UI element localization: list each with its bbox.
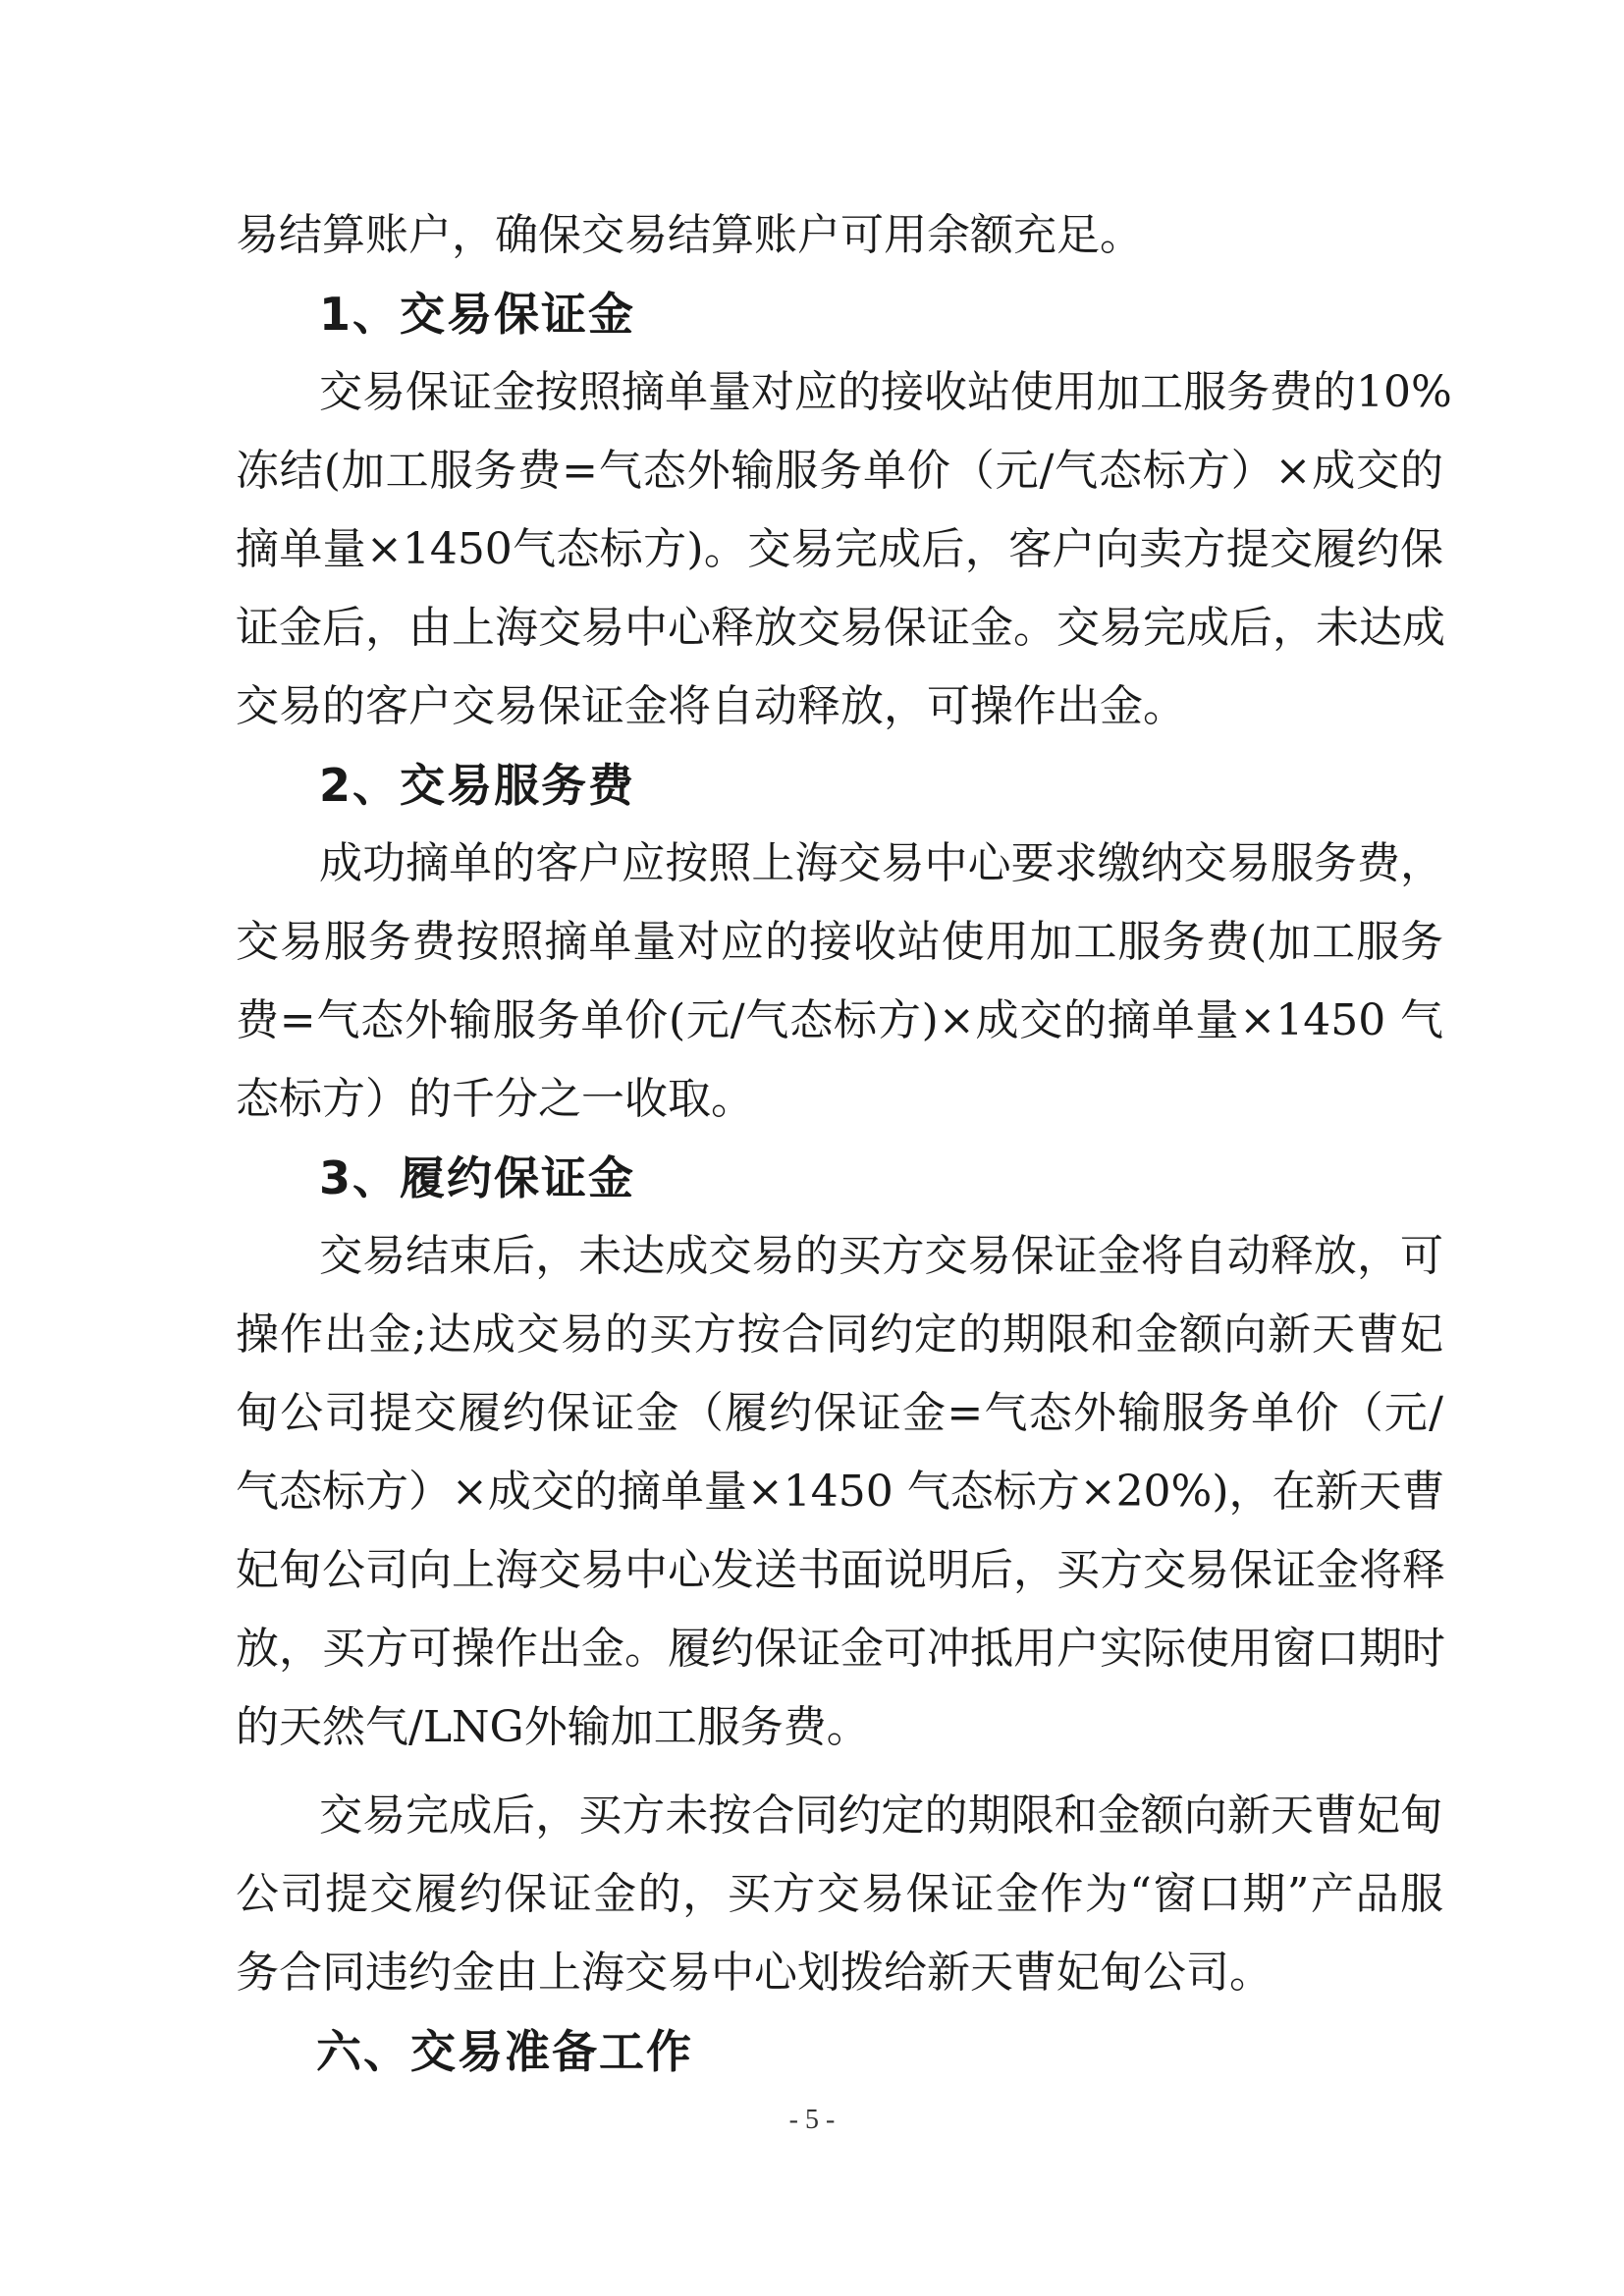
paragraph-line: 交易结束后，未达成交易的买方交易保证金将自动释放，可 [319,1231,1443,1281]
paragraph-line: 成功摘单的客户应按照上海交易中心要求缴纳交易服务费， [319,838,1443,888]
paragraph-line: 摘单量×1450气态标方)。交易完成后，客户向卖方提交履约保 [236,524,1443,574]
paragraph-line: 妃甸公司向上海交易中心发送书面说明后，买方交易保证金将释 [236,1545,1445,1595]
paragraph-line: 态标方）的千分之一收取。 [236,1074,754,1124]
paragraph-line: 放，买方可操作出金。履约保证金可冲抵用户实际使用窗口期时 [236,1624,1445,1674]
page-number: - 5 - [788,2105,836,2135]
paragraph-line: 冻结(加工服务费=气态外输服务单价（元/气态标方）×成交的 [236,446,1443,496]
paragraph-line: 务合同违约金由上海交易中心划拨给新天曹妃甸公司。 [236,1948,1272,1998]
paragraph-line: 易结算账户，确保交易结算账户可用余额充足。 [236,210,1143,260]
paragraph-line: 交易的客户交易保证金将自动释放，可操作出金。 [236,681,1186,731]
paragraph-line: 的天然气/LNG外输加工服务费。 [236,1702,870,1752]
paragraph-line: 交易保证金按照摘单量对应的接收站使用加工服务费的10% [319,367,1452,417]
paragraph-line: 气态标方）×成交的摘单量×1450 气态标方×20%)，在新天曹 [236,1467,1445,1517]
paragraph-line: 证金后，由上海交易中心释放交易保证金。交易完成后，未达成 [236,603,1445,653]
paragraph-line: 甸公司提交履约保证金（履约保证金=气态外输服务单价（元/ [236,1388,1443,1438]
section-heading-service-fee: 2、交易服务费 [319,759,636,812]
paragraph-line: 交易完成后，买方未按合同约定的期限和金额向新天曹妃甸 [319,1790,1443,1841]
paragraph-line: 费=气态外输服务单价(元/气态标方)×成交的摘单量×1450 气 [236,995,1443,1045]
section-heading-trading-preparation: 六、交易准备工作 [316,2025,693,2078]
section-heading-trading-margin: 1、交易保证金 [319,288,636,341]
paragraph-line: 公司提交履约保证金的，买方交易保证金作为“窗口期”产品服 [236,1869,1443,1919]
section-heading-performance-bond: 3、履约保证金 [319,1151,636,1204]
paragraph-line: 操作出金;达成交易的买方按合同约定的期限和金额向新天曹妃 [236,1309,1443,1360]
paragraph-line: 交易服务费按照摘单量对应的接收站使用加工服务费(加工服务 [236,917,1443,967]
